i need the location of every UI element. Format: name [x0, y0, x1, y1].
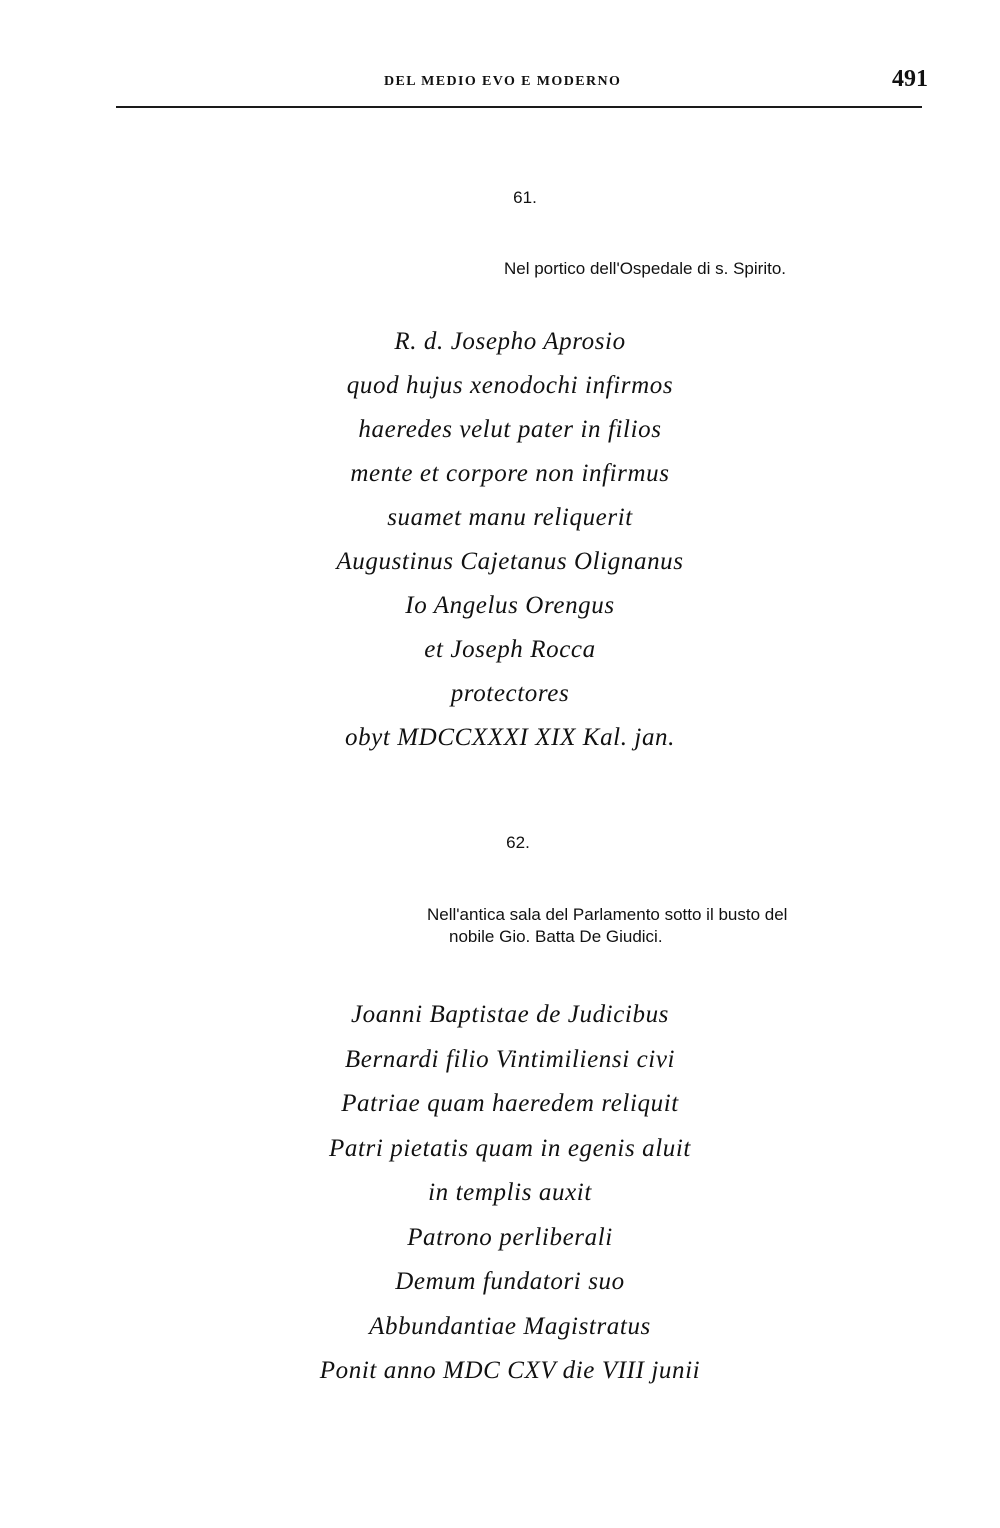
section-number-62: 62. [506, 833, 530, 852]
location-line: Nel portico dell'Ospedale di s. Spirito. [504, 259, 786, 278]
inscription-line: Patrono perliberali [407, 1223, 613, 1251]
inscription-61 [220, 320, 800, 760]
inscription-line: suamet manu reliquerit [387, 504, 633, 531]
inscription-line: Patriae quam haeredem reliquit [341, 1090, 679, 1117]
inscription-line: et Joseph Rocca [424, 636, 596, 663]
running-head: DEL MEDIO EVO E MODERNO [384, 74, 622, 89]
inscription-line: Bernardi filio Vintimiliensi civi [344, 1045, 676, 1073]
inscription-line: obyt MDCCXXXI XIX Kal. jan. [344, 724, 676, 751]
inscription-62 [220, 993, 800, 1394]
location-line: Nell'antica sala del Parlamento sotto il busto del [427, 905, 788, 924]
inscription-line: Patri pietatis quam in egenis aluit [329, 1134, 691, 1162]
inscription-line: Demum fundatori suo [395, 1268, 625, 1295]
inscription-line: quod hujus xenodochi infirmos [346, 372, 674, 399]
location-line: nobile Gio. Batta De Giudici. [449, 927, 663, 946]
section-number-61: 61. [513, 188, 537, 207]
inscription-line: mente et corpore non infirmus [350, 460, 670, 487]
inscription-line: Abbundantiae Magistratus [369, 1312, 651, 1340]
inscription-line: Ponit anno MDC CXV die VIII junii [319, 1357, 701, 1384]
inscription-line: protectores [450, 680, 570, 707]
inscription-line: in templis auxit [428, 1179, 592, 1206]
location-note-61 [504, 258, 894, 280]
header-rule [116, 106, 922, 108]
inscription-line: R. d. Josepho Aprosio [394, 328, 626, 355]
inscription-line: Joanni Baptistae de Judicibus [350, 1001, 670, 1028]
page-number: 491 [892, 66, 928, 92]
inscription-line: haeredes velut pater in filios [358, 416, 662, 443]
location-note-62 [427, 904, 927, 948]
inscription-line: Io Angelus Orengus [405, 592, 615, 619]
inscription-line: Augustinus Cajetanus Olignanus [336, 548, 684, 575]
